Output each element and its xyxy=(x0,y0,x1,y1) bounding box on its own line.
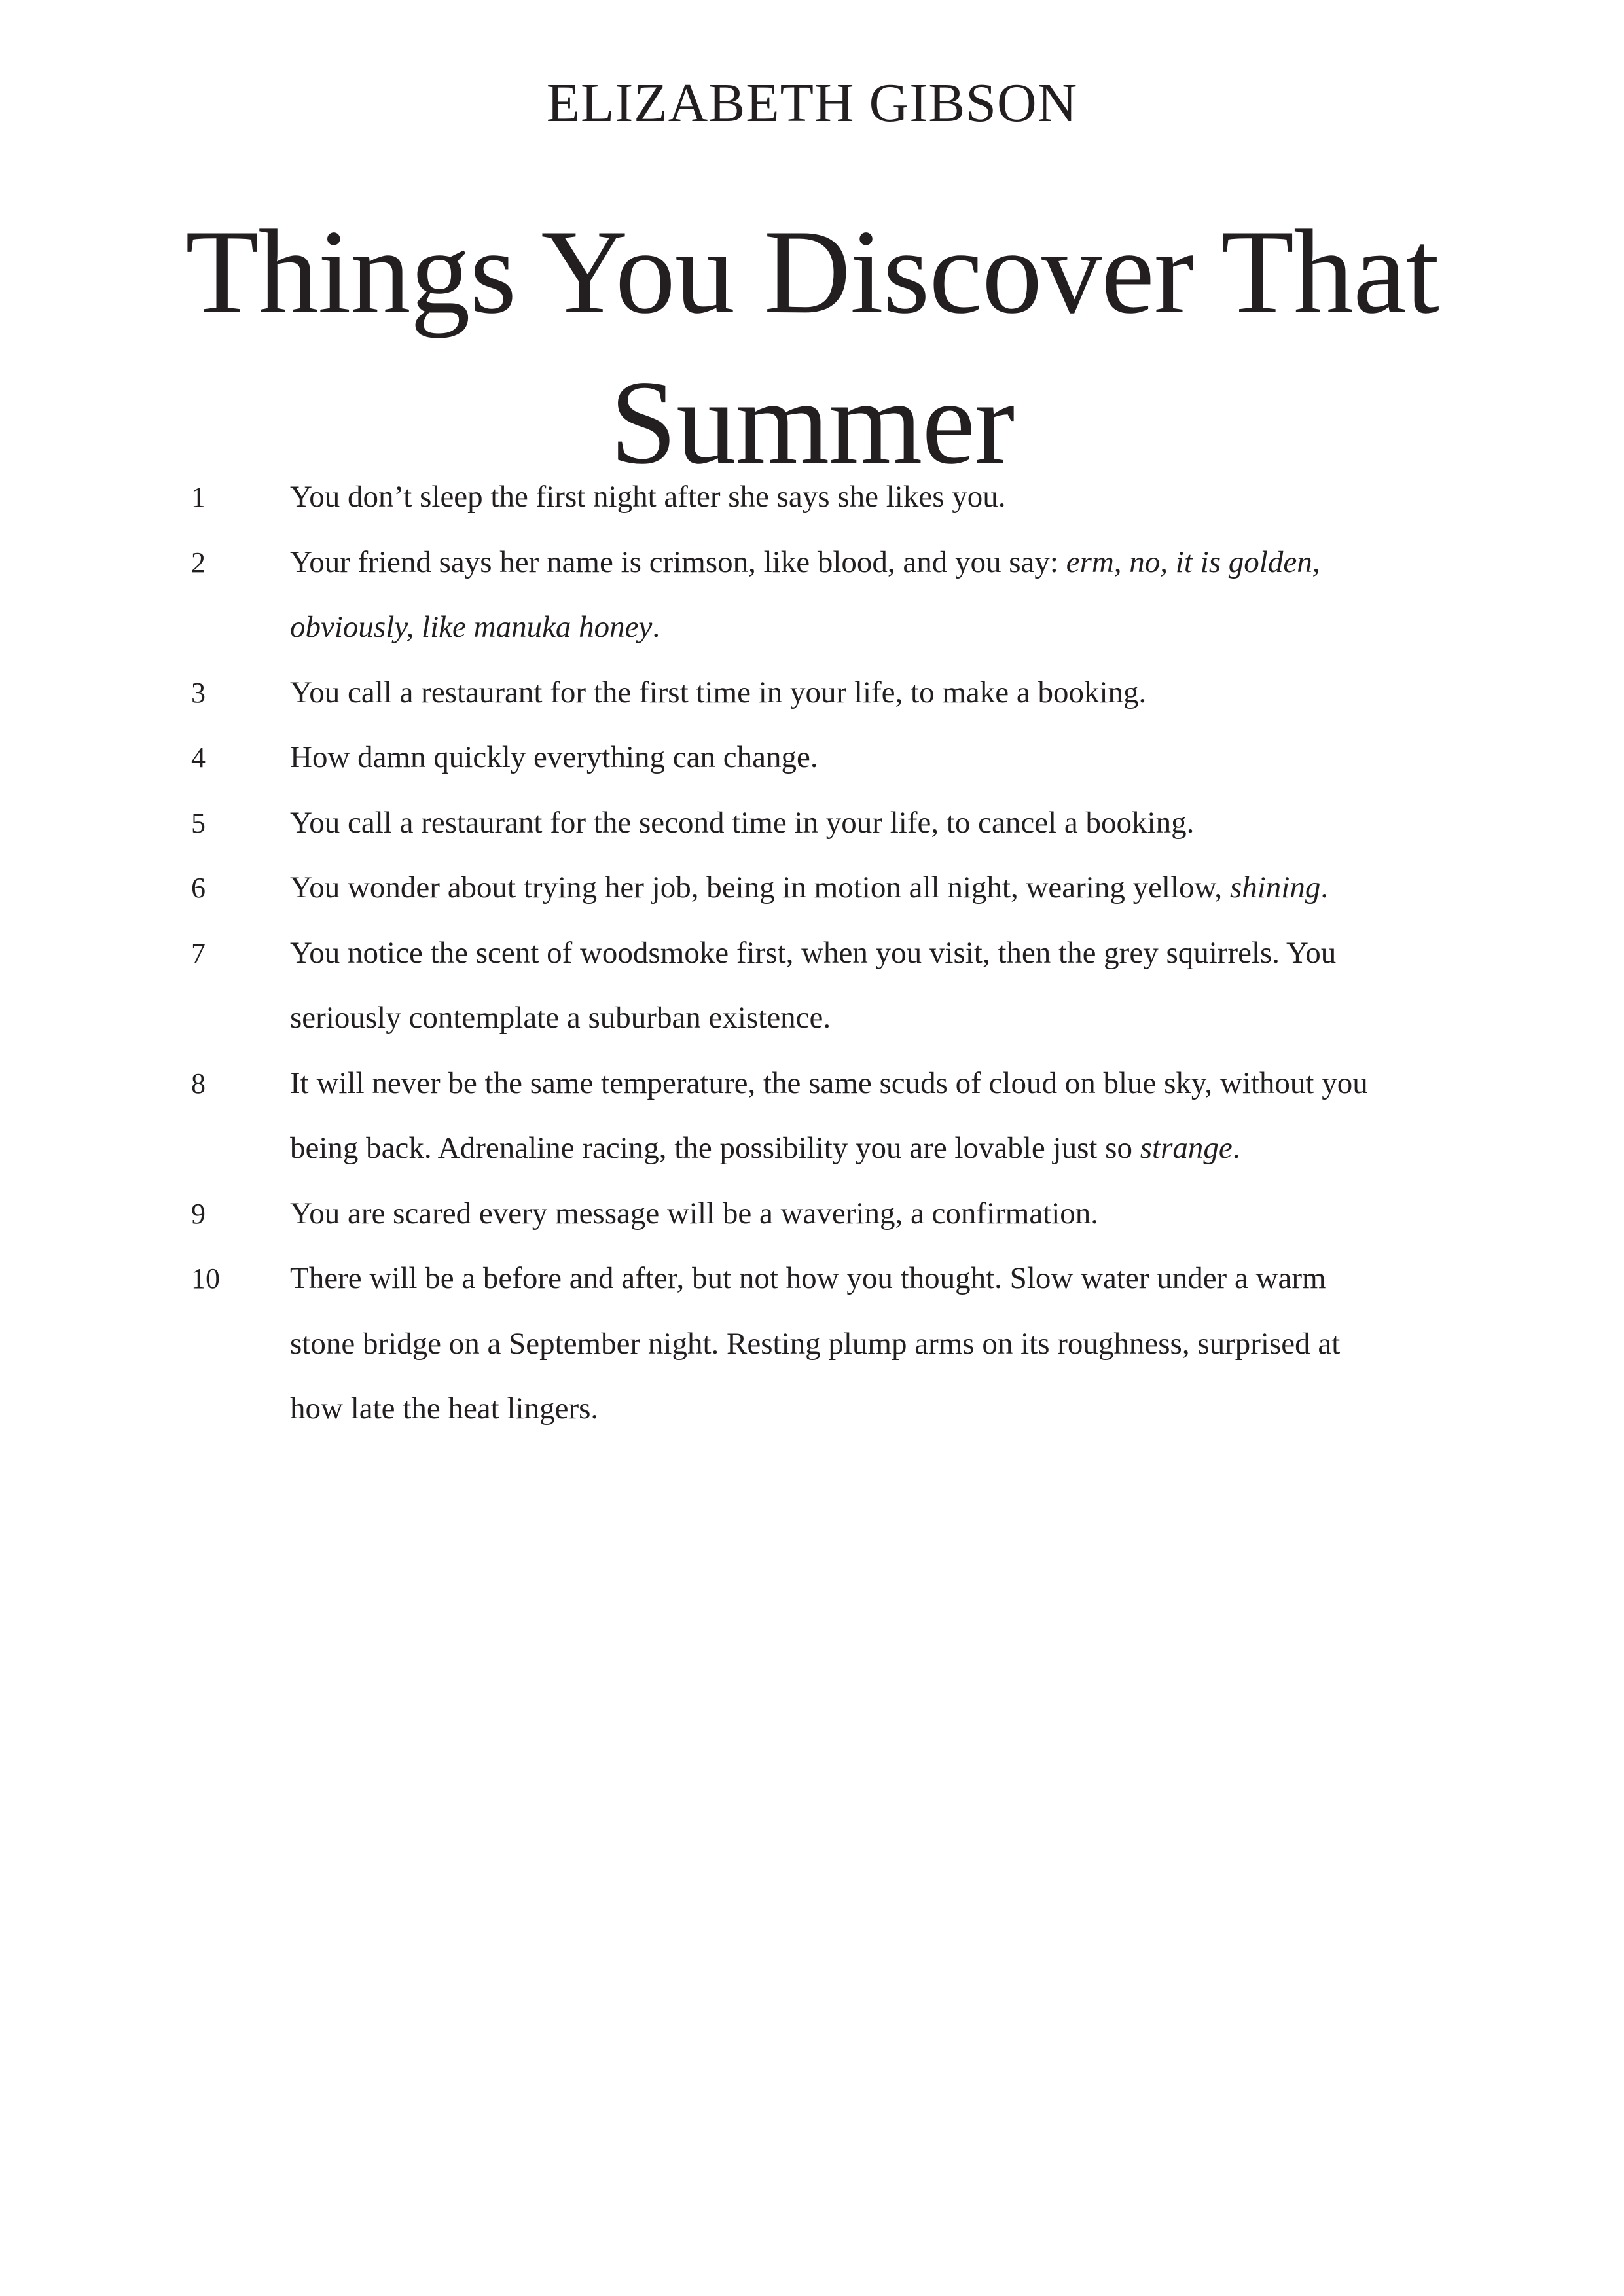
item-text xyxy=(290,921,1390,1051)
text-segment: You wonder about trying her job, being in motion all night, wearing yellow, xyxy=(290,870,1230,905)
poem-item xyxy=(0,530,1624,660)
item-number: 5 xyxy=(191,806,206,839)
text-segment: It will never be the same temperature, the same scuds of cloud on blue sky, without you being back. Adrenaline racing, the possibility you are lovable just so xyxy=(290,1066,1368,1165)
poem-title: Things You Discover That Summer xyxy=(185,205,1439,489)
item-text xyxy=(290,725,1390,791)
item-text xyxy=(290,1051,1390,1181)
item-text xyxy=(290,530,1390,660)
poem-item xyxy=(0,791,1624,856)
item-text xyxy=(290,1181,1390,1247)
text-segment: . xyxy=(1320,870,1329,905)
text-segment: Your friend says her name is crimson, like blood, and you say: xyxy=(290,545,1066,579)
poem-item xyxy=(0,921,1624,1051)
item-number: 4 xyxy=(191,742,206,774)
item-number: 1 xyxy=(191,481,206,513)
item-number: 3 xyxy=(191,676,206,709)
item-text xyxy=(290,1246,1390,1442)
poem-item xyxy=(0,660,1624,726)
item-text xyxy=(290,465,1390,530)
text-segment: You call a restaurant for the first time in your life, to make a booking. xyxy=(290,675,1147,709)
text-segment: You notice the scent of woodsmoke first, when you visit, then the grey squirrels. You seriously contemplate a suburban existence. xyxy=(290,935,1337,1035)
text-segment: You call a restaurant for the second time in your life, to cancel a booking. xyxy=(290,805,1195,840)
item-number: 9 xyxy=(191,1197,206,1230)
poem-list xyxy=(0,465,1624,1442)
poem-item xyxy=(0,465,1624,530)
item-number: 10 xyxy=(191,1263,220,1295)
poem-item xyxy=(0,1051,1624,1181)
text-segment: . xyxy=(1232,1131,1240,1165)
item-number: 7 xyxy=(191,937,206,969)
author-name: ELIZABETH GIBSON xyxy=(546,73,1078,134)
text-segment: You are scared every message will be a wavering, a confirmation. xyxy=(290,1196,1099,1230)
item-text xyxy=(290,791,1390,856)
text-segment: How damn quickly everything can change. xyxy=(290,740,818,774)
poem-item xyxy=(0,1246,1624,1442)
poem-item xyxy=(0,1181,1624,1247)
item-number: 6 xyxy=(191,872,206,904)
italic-phrase: strange xyxy=(1140,1131,1233,1165)
item-text xyxy=(290,855,1390,921)
italic-phrase: shining xyxy=(1229,870,1321,905)
item-number: 2 xyxy=(191,546,206,579)
italic-phrase: erm, no, it is golden, obviously, like manuka honey xyxy=(290,545,1320,644)
item-text xyxy=(290,660,1390,726)
text-segment: . xyxy=(652,610,660,644)
poem-item xyxy=(0,725,1624,791)
text-segment: You don’t sleep the first night after she says she likes you. xyxy=(290,480,1006,514)
poem-item xyxy=(0,855,1624,921)
item-number: 8 xyxy=(191,1067,206,1100)
text-segment: There will be a before and after, but not how you thought. Slow water under a warm stone bridge on a September night. Resting plump arms on its roughness, surprised at how late the heat lingers. xyxy=(290,1261,1341,1426)
